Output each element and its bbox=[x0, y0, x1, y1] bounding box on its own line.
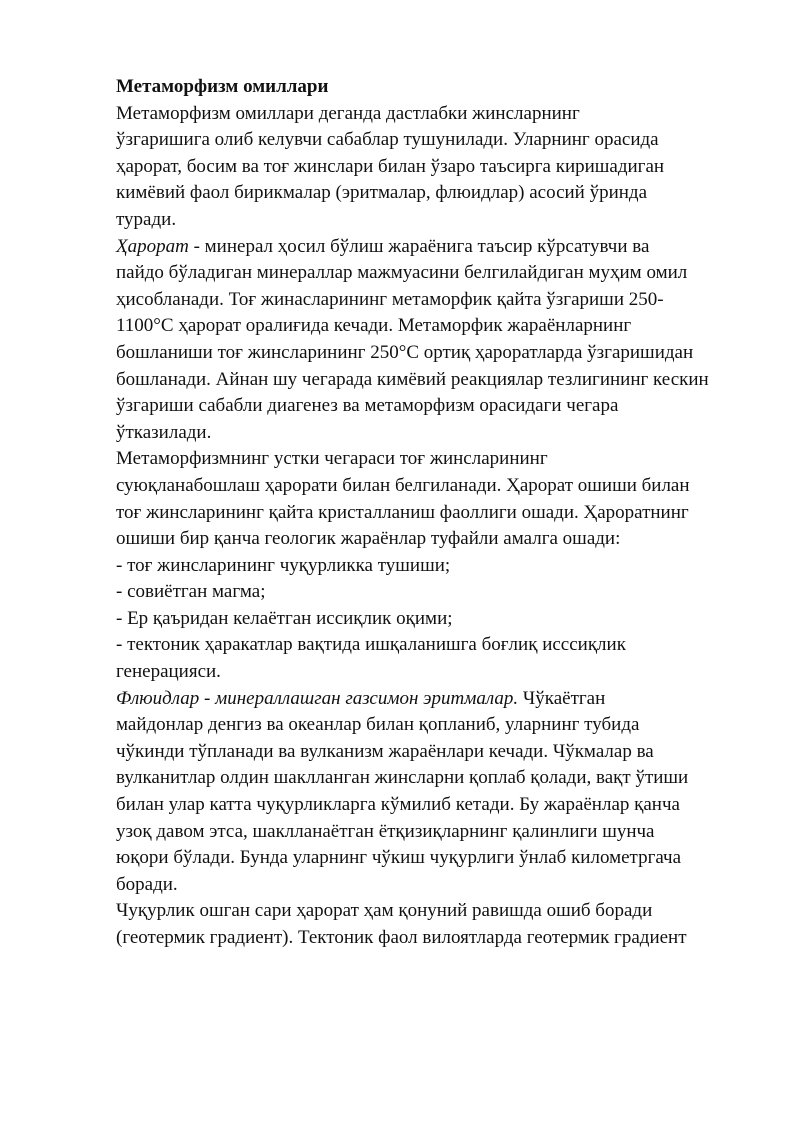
temperature-term: Ҳарорат bbox=[116, 235, 189, 257]
list-item: - тоғ жинсларининг чуқурликка тушиши; bbox=[116, 554, 451, 576]
text-line bbox=[116, 686, 766, 713]
fluids-term: Флюидлар - минераллашган газсимон эритмалар. bbox=[116, 687, 519, 709]
text-line: кимёвий фаол бирикмалар (эритмалар, флюидлар) асосий ўринда bbox=[116, 182, 648, 204]
text-line: боради. bbox=[116, 873, 178, 895]
text-line: бошланиши тоғ жинсларининг 250°С ортиқ ҳароратларда ўзгаришидан bbox=[116, 341, 694, 363]
text-line: вулканитлар олдин шаклланган жинсларни қоплаб қолади, вақт ўтиши bbox=[116, 767, 689, 789]
text-line bbox=[116, 234, 766, 261]
text-line: тоғ жинсларининг қайта кристалланиш фаоллиги ошади. Ҳароратнинг bbox=[116, 501, 689, 523]
text-line: ҳисобланади. Тоғ жинасларининг метаморфик қайта ўзгариши 250- bbox=[116, 288, 664, 310]
fluids-paragraph bbox=[116, 686, 766, 899]
text-line: 1100°С ҳарорат оралиғида кечади. Метаморфик жараёнларнинг bbox=[116, 315, 632, 337]
text-line: Метаморфизм омиллари деганда дастлабки жинсларнинг bbox=[116, 102, 580, 124]
text-line: ошиши бир қанча геологик жараёнлар туфайли амалга ошади: bbox=[116, 528, 621, 550]
text-line: ўзгаришига олиб келувчи сабаблар тушунилади. Уларнинг орасида bbox=[116, 129, 659, 151]
text-line: пайдо бўладиган минераллар мажмуасини белгилайдиган муҳим омил bbox=[116, 262, 688, 284]
text-line: ўзгариши сабабли диагенез ва метаморфизм орасидаги чегара bbox=[116, 395, 619, 417]
text-line: Метаморфизмнинг устки чегараси тоғ жинсларининг bbox=[116, 448, 548, 470]
document-title: Метаморфизм омиллари bbox=[116, 76, 329, 97]
list-item-continuation: генерацияси. bbox=[116, 661, 221, 683]
text-line: Чуқурлик ошган сари ҳарорат ҳам қонуний равишда ошиб боради bbox=[116, 900, 653, 922]
text-line: (геотермик градиент). Тектоник фаол вилоятларда геотермик градиент bbox=[116, 927, 687, 948]
text-line: ҳарорат, босим ва тоғ жинслари билан ўзаро таъсирга киришадиган bbox=[116, 155, 665, 177]
text-line: майдонлар денгиз ва океанлар билан қопланиб, уларнинг тубида bbox=[116, 714, 640, 736]
text-line: чўкинди тўпланади ва вулканизм жараёнлари кечади. Чўкмалар ва bbox=[116, 740, 654, 762]
document-page bbox=[116, 74, 766, 952]
upper-limit-paragraph bbox=[116, 446, 766, 552]
text-line: билан улар катта чуқурликларга кўмилиб кетади. Бу жараёнлар қанча bbox=[116, 794, 680, 816]
temperature-paragraph bbox=[116, 234, 766, 447]
heat-sources-list bbox=[116, 553, 766, 686]
text-line: суюқланабошлаш ҳарорати билан белгиланади. Ҳарорат ошиши билан bbox=[116, 474, 690, 496]
intro-paragraph bbox=[116, 101, 766, 234]
list-item: - совиётган магма; bbox=[116, 581, 266, 603]
temperature-definition: - минерал ҳосил бўлиш жараёнига таъсир кўрсатувчи ва bbox=[188, 235, 650, 257]
text-line: туради. bbox=[116, 208, 177, 230]
text-line: юқори бўлади. Бунда уларнинг чўкиш чуқурлиги ўнлаб километргача bbox=[116, 847, 682, 869]
list-item: - тектоник ҳаракатлар вақтида ишқаланишга боғлиқ исссиқлик bbox=[116, 634, 626, 656]
list-item: - Ер қаъридан келаётган иссиқлик оқими; bbox=[116, 607, 453, 629]
fluids-text: Чўкаётган bbox=[518, 687, 606, 709]
text-line: бошланади. Айнан шу чегарада кимёвий реакциялар тезлигининг кескин bbox=[116, 368, 709, 390]
text-line: ўтказилади. bbox=[116, 421, 212, 443]
depth-paragraph bbox=[116, 898, 766, 951]
text-line: узоқ давом этса, шаклланаётган ётқизиқларнинг қалинлиги шунча bbox=[116, 820, 655, 842]
